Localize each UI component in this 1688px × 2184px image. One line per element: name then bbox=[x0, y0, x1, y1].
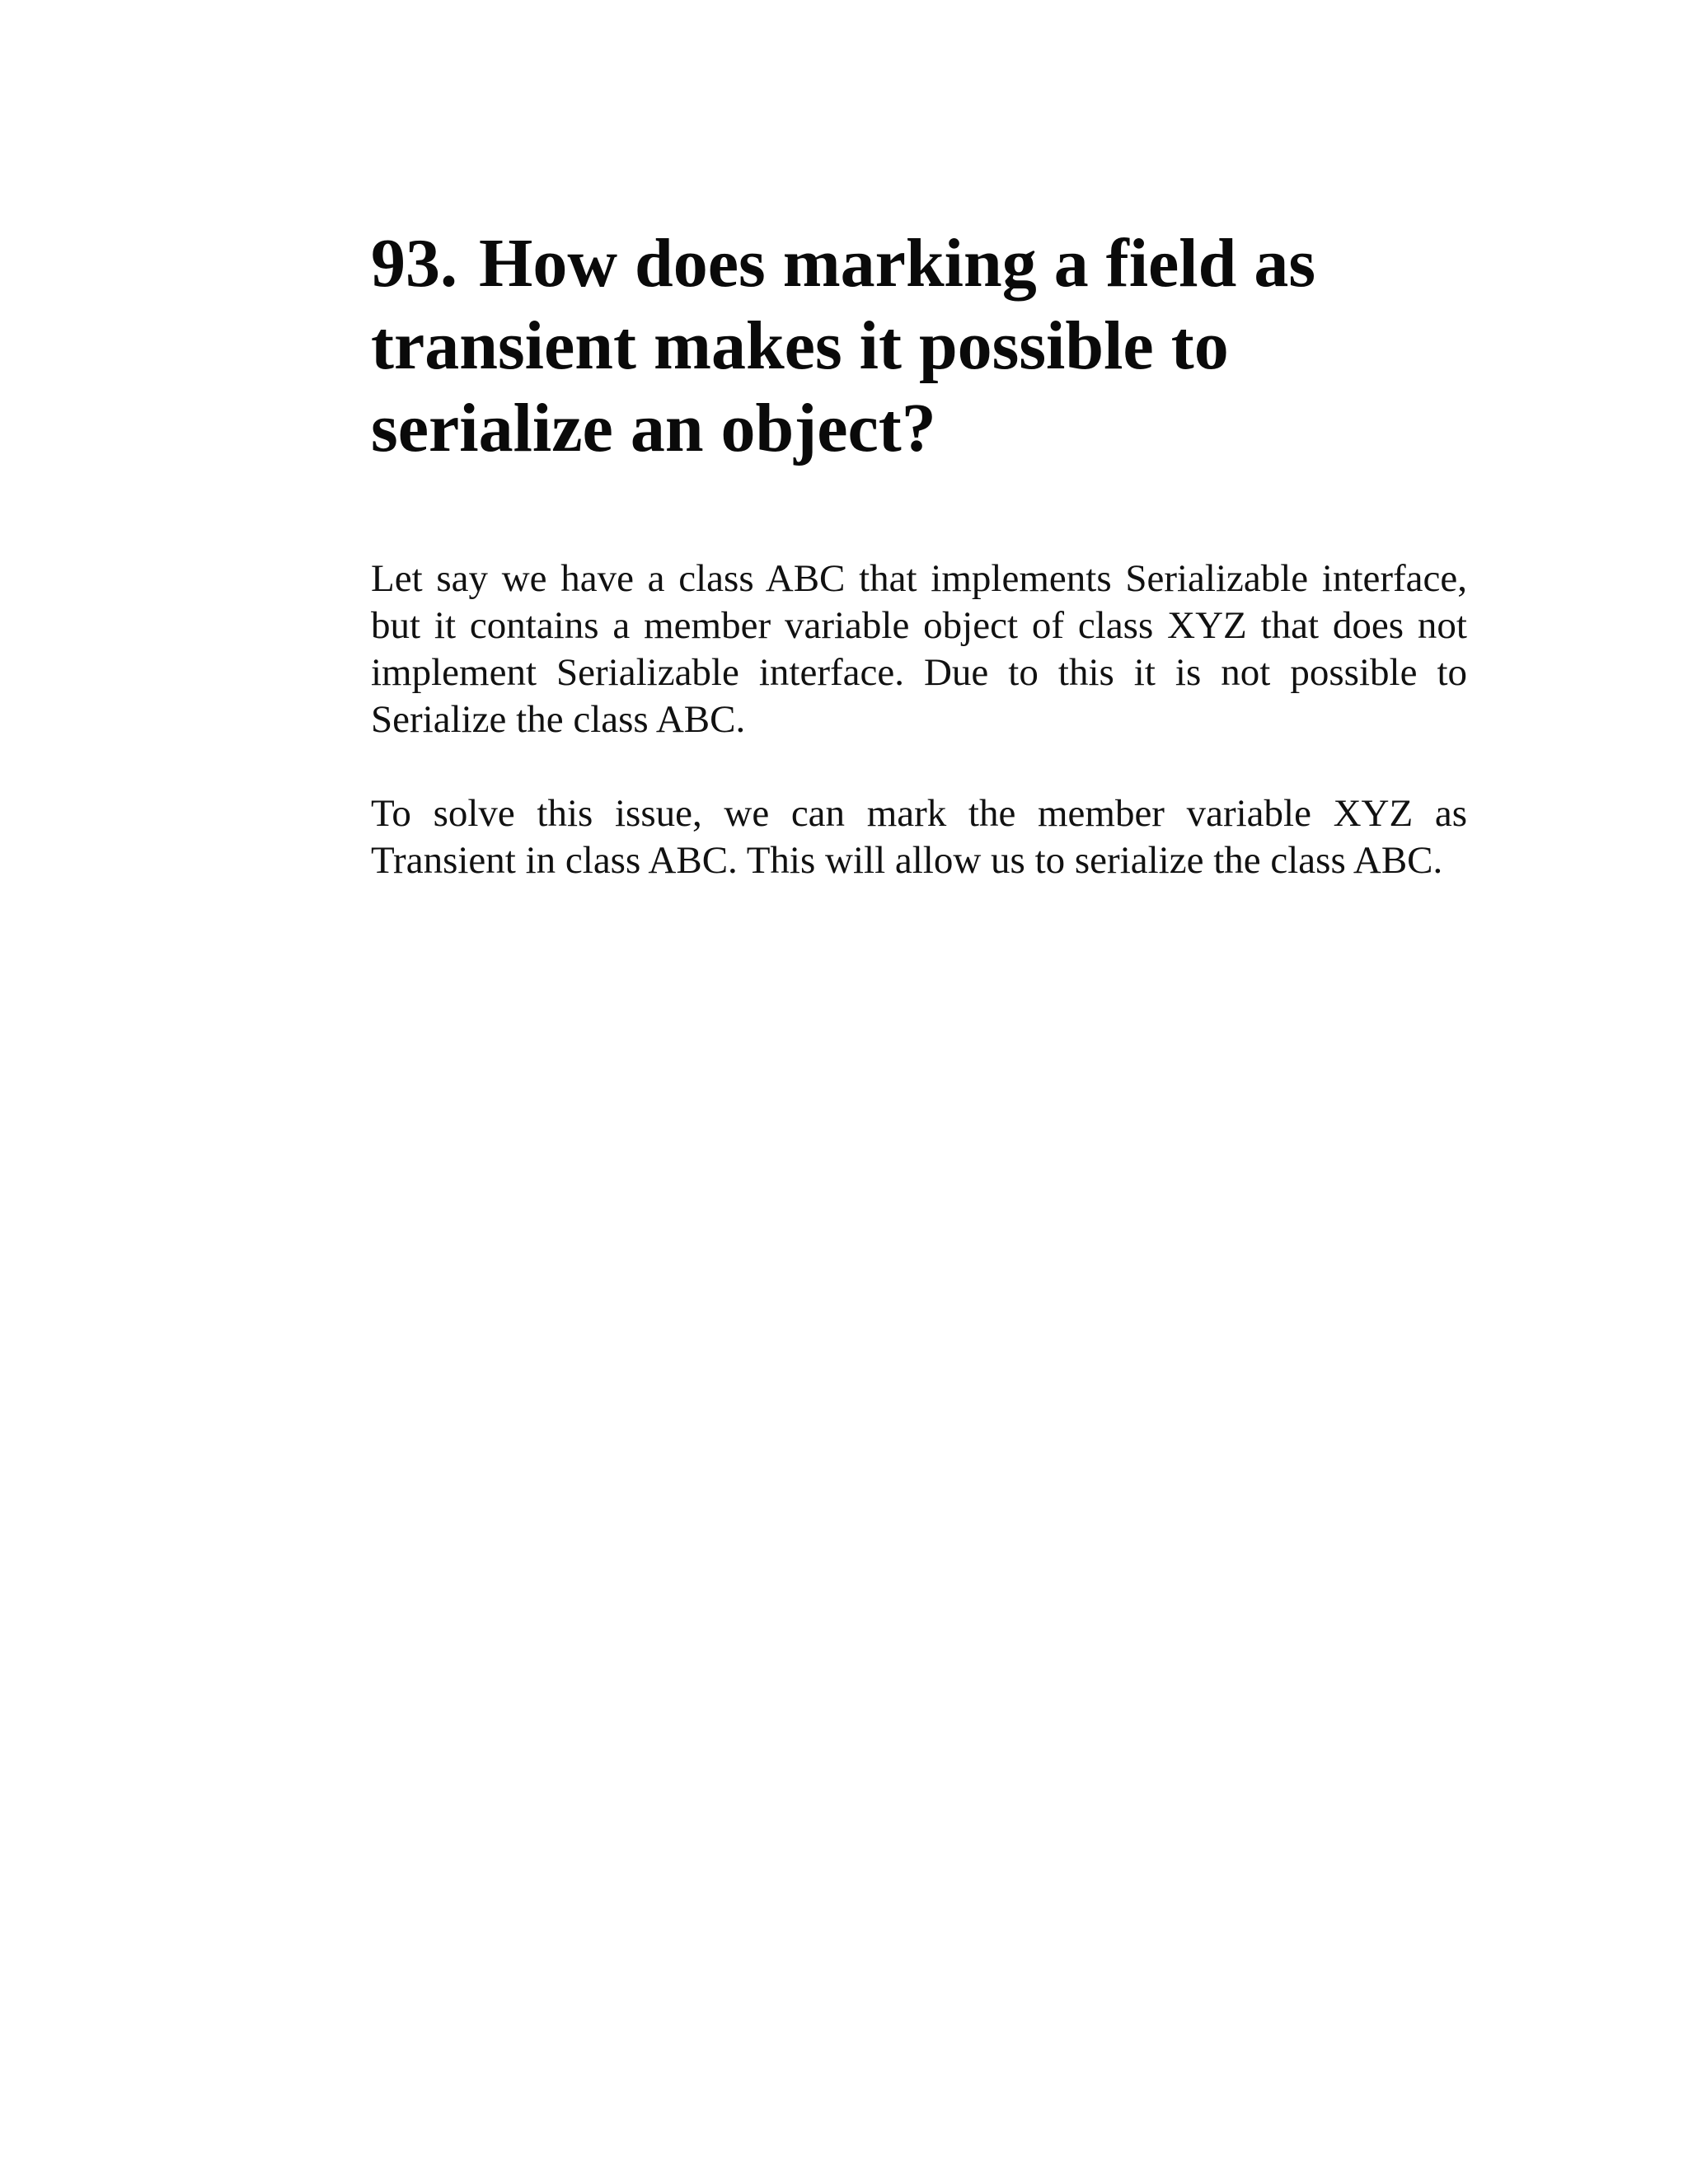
question-number: 93. bbox=[371, 225, 457, 302]
question-heading bbox=[371, 223, 1467, 470]
answer-paragraph: To solve this issue, we can mark the member variable XYZ as Transient in class ABC. This will allow us to serialize the class ABC. bbox=[371, 792, 1467, 882]
page-content bbox=[371, 223, 1467, 884]
question-title: How does marking a field as transient makes it possible to serialize an object? bbox=[371, 225, 1316, 466]
answer-paragraph: Let say we have a class ABC that implements Serializable interface, but it contains a member variable object of class XYZ that does not implement Serializable interface. Due to this it is not possible to Serialize the class ABC. bbox=[371, 557, 1467, 741]
